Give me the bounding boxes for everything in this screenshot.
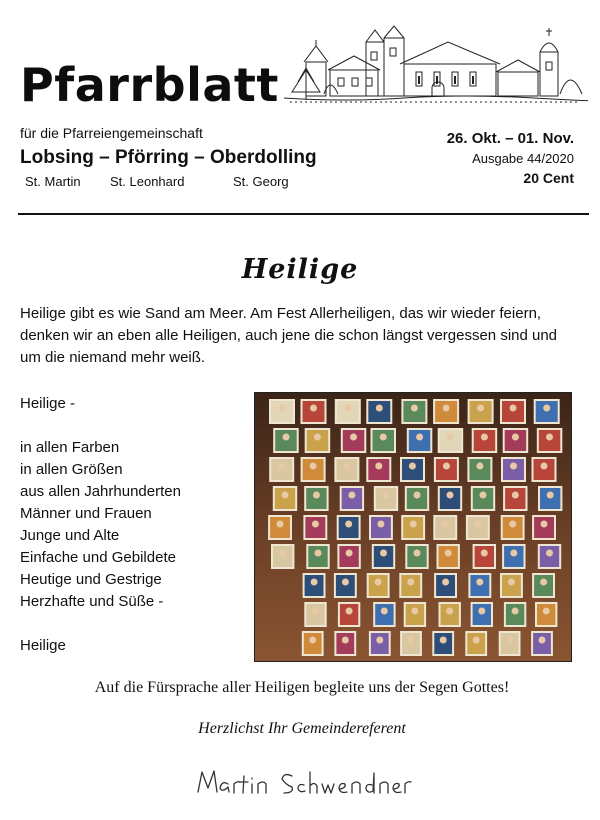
holy-card <box>374 486 398 511</box>
poem-opening: Heilige - <box>20 395 76 412</box>
holy-card <box>367 573 390 598</box>
holy-card <box>471 486 495 511</box>
issue-price: 20 Cent <box>523 170 574 186</box>
holy-card <box>271 544 294 569</box>
masthead-subtitle: für die Pfarreiengemeinschaft <box>20 125 203 141</box>
issue-dates: 26. Okt. – 01. Nov. <box>446 130 574 147</box>
poem-line: in allen Größen <box>20 461 123 478</box>
holy-card <box>472 428 498 453</box>
holy-card <box>302 631 324 656</box>
holy-card <box>371 428 397 453</box>
saint-cards-photo <box>254 392 572 662</box>
poem-spacer <box>20 613 181 635</box>
holy-card <box>301 399 327 424</box>
holy-card <box>369 631 391 656</box>
holy-card <box>466 515 490 540</box>
holy-card <box>303 573 326 598</box>
holy-card <box>372 544 395 569</box>
holy-card <box>499 631 521 656</box>
holy-card <box>434 457 459 482</box>
holy-card <box>531 631 553 656</box>
holy-card <box>273 486 297 511</box>
holy-card <box>405 544 428 569</box>
holy-card <box>301 457 326 482</box>
blessing-text: Auf die Fürsprache aller Heiligen begleite uns der Segen Gottes! <box>94 679 510 696</box>
poem-closing: Heilige <box>20 637 66 654</box>
saint-name: St. Leonhard <box>110 174 185 189</box>
holy-card <box>407 428 433 453</box>
holy-card <box>400 631 422 656</box>
poem-line: Männer und Frauen <box>20 505 152 522</box>
holy-card <box>401 399 427 424</box>
holy-card <box>305 428 331 453</box>
holy-card <box>532 515 556 540</box>
holy-card <box>538 486 562 511</box>
holy-card <box>468 399 494 424</box>
issue-info <box>447 129 574 188</box>
holy-card <box>503 428 529 453</box>
holy-card <box>502 544 525 569</box>
holy-card <box>404 602 426 627</box>
poem-line: Herzhafte und Süße - <box>20 593 164 610</box>
holy-card <box>366 457 391 482</box>
holy-card <box>433 515 457 540</box>
holy-card <box>405 486 429 511</box>
holy-card <box>537 428 563 453</box>
holy-card <box>501 515 525 540</box>
holy-card <box>432 631 454 656</box>
holy-card <box>503 486 527 511</box>
header-divider <box>18 213 589 215</box>
masthead-title: Pfarrblatt <box>20 58 279 112</box>
holy-card <box>304 486 328 511</box>
holy-card <box>535 602 557 627</box>
issue-number: Ausgabe 44/2020 <box>472 151 574 166</box>
handwritten-signature <box>192 758 414 802</box>
poem-line: Heutige und Gestrige <box>20 571 162 588</box>
closing-greeting: Herzlichst Ihr Gemeindereferent <box>198 720 406 737</box>
holy-card <box>538 544 561 569</box>
holy-card <box>437 544 460 569</box>
holy-card <box>438 428 464 453</box>
holy-card <box>334 573 357 598</box>
church-drawing-icon <box>284 22 588 104</box>
holy-card <box>471 602 493 627</box>
holy-card <box>303 515 327 540</box>
holy-card <box>465 631 487 656</box>
saint-name: St. Martin <box>25 174 81 189</box>
poem <box>20 393 181 657</box>
holy-card <box>337 544 360 569</box>
holy-card <box>468 573 491 598</box>
holy-card <box>401 515 425 540</box>
saint-name: St. Georg <box>233 174 289 189</box>
holy-card <box>340 486 364 511</box>
holy-card <box>400 457 425 482</box>
holy-card <box>335 399 361 424</box>
holy-card <box>306 544 329 569</box>
holy-card <box>337 515 361 540</box>
holy-card <box>366 399 392 424</box>
poem-line: in allen Farben <box>20 439 120 456</box>
holy-card <box>501 457 526 482</box>
holy-card <box>273 428 299 453</box>
holy-card <box>467 457 492 482</box>
holy-card <box>500 399 526 424</box>
holy-card <box>438 486 462 511</box>
holy-card <box>434 573 457 598</box>
holy-card <box>334 631 356 656</box>
poem-line: Junge und Alte <box>20 527 120 544</box>
article-intro: Heilige gibt es wie Sand am Meer. Am Fest Allerheiligen, das wir wieder feiern, denken wir an eben alle Heiligen, auch jene die schon längst vergessen sind und um die niemand mehr weiß. <box>20 305 558 366</box>
holy-card <box>334 457 359 482</box>
holy-card <box>338 602 360 627</box>
parish-names: Lobsing – Pförring – Oberdolling <box>20 147 317 168</box>
holy-card <box>269 457 294 482</box>
holy-card <box>268 515 292 540</box>
holy-card <box>399 573 422 598</box>
holy-card <box>373 602 395 627</box>
holy-card <box>304 602 326 627</box>
holy-card <box>341 428 367 453</box>
poem-line: Einfache und Gebildete <box>20 549 176 566</box>
holy-card <box>269 399 295 424</box>
holy-card <box>433 399 459 424</box>
holy-card <box>473 544 496 569</box>
article-headline: Heilige <box>241 254 359 285</box>
holy-card <box>369 515 393 540</box>
holy-card <box>500 573 523 598</box>
poem-spacer <box>20 415 181 437</box>
holy-card <box>534 399 560 424</box>
holy-card <box>532 573 555 598</box>
holy-card <box>532 457 557 482</box>
holy-card <box>439 602 461 627</box>
poem-line: aus allen Jahrhunderten <box>20 483 181 500</box>
holy-card <box>504 602 526 627</box>
